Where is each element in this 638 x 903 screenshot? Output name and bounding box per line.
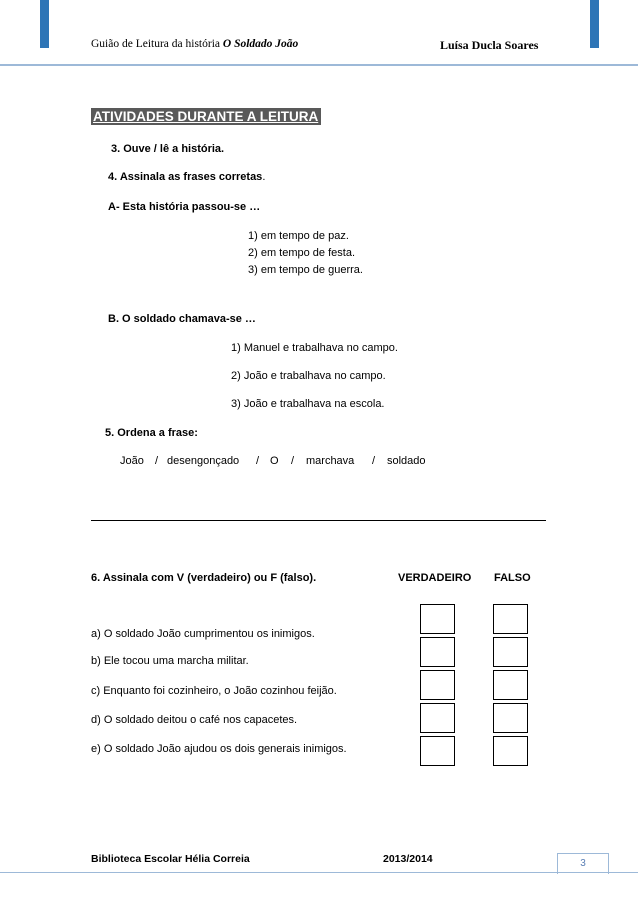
question-a-option-1: 1) em tempo de paz. [248,230,349,242]
question-4-dot: . [262,171,266,183]
word-separator: / [291,455,295,467]
checkbox-true-b[interactable] [420,637,455,667]
word-separator: / [155,455,159,467]
checkbox-false-c[interactable] [493,670,528,700]
column-header-true: VERDADEIRO [398,572,472,584]
answer-line [91,520,546,521]
section-title: ATIVIDADES DURANTE A LEITURA [91,108,321,125]
checkbox-true-d[interactable] [420,703,455,733]
header-author: Luísa Ducla Soares [440,38,539,52]
checkbox-false-d[interactable] [493,703,528,733]
question-4 [108,171,265,183]
page-number: 3 [557,853,609,874]
header-title [91,38,298,50]
checkbox-false-e[interactable] [493,736,528,766]
statement-c: c) Enquanto foi cozinheiro, o João cozinhou feijão. [91,685,337,697]
footer-year: 2013/2014 [383,853,433,865]
header-title-prefix: Guião de Leitura da história [91,38,223,50]
left-accent-bar [40,0,49,48]
column-header-false: FALSO [494,572,531,584]
word-2: desengonçado [167,455,240,467]
question-b-option-1: 1) Manuel e trabalhava no campo. [231,342,398,354]
statement-a: a) O soldado João cumprimentou os inimigos. [91,628,315,640]
header-divider [0,64,638,66]
checkbox-true-c[interactable] [420,670,455,700]
footer-library: Biblioteca Escolar Hélia Correia [91,853,250,865]
statement-d: d) O soldado deitou o café nos capacetes. [91,714,298,726]
word-3: O [270,455,279,467]
question-3: 3. Ouve / lê a história. [111,143,225,155]
word-4: marchava [306,455,355,467]
question-4-label: 4. Assinala as frases corretas [108,171,263,183]
question-5-prompt: 5. Ordena a frase: [105,427,198,439]
word-separator: / [372,455,376,467]
word-1: João [120,455,144,467]
question-b-option-3: 3) João e trabalhava na escola. [231,398,385,410]
right-accent-bar [590,0,599,48]
checkbox-false-a[interactable] [493,604,528,634]
question-a-option-3: 3) em tempo de guerra. [248,264,363,276]
question-b-prompt: B. O soldado chamava-se … [108,313,256,325]
word-separator: / [256,455,260,467]
checkbox-false-b[interactable] [493,637,528,667]
footer-divider [0,872,638,873]
question-a-option-2: 2) em tempo de festa. [248,247,355,259]
statement-e: e) O soldado João ajudou os dois generais inimigos. [91,743,347,755]
question-6-prompt: 6. Assinala com V (verdadeiro) ou F (falso). [91,572,317,584]
question-b-option-2: 2) João e trabalhava no campo. [231,370,386,382]
checkbox-true-a[interactable] [420,604,455,634]
checkbox-true-e[interactable] [420,736,455,766]
question-a-prompt: A- Esta história passou-se … [108,201,261,213]
header-book-title: O Soldado João [222,38,299,50]
word-5: soldado [387,455,426,467]
statement-b: b) Ele tocou uma marcha militar. [91,655,249,667]
